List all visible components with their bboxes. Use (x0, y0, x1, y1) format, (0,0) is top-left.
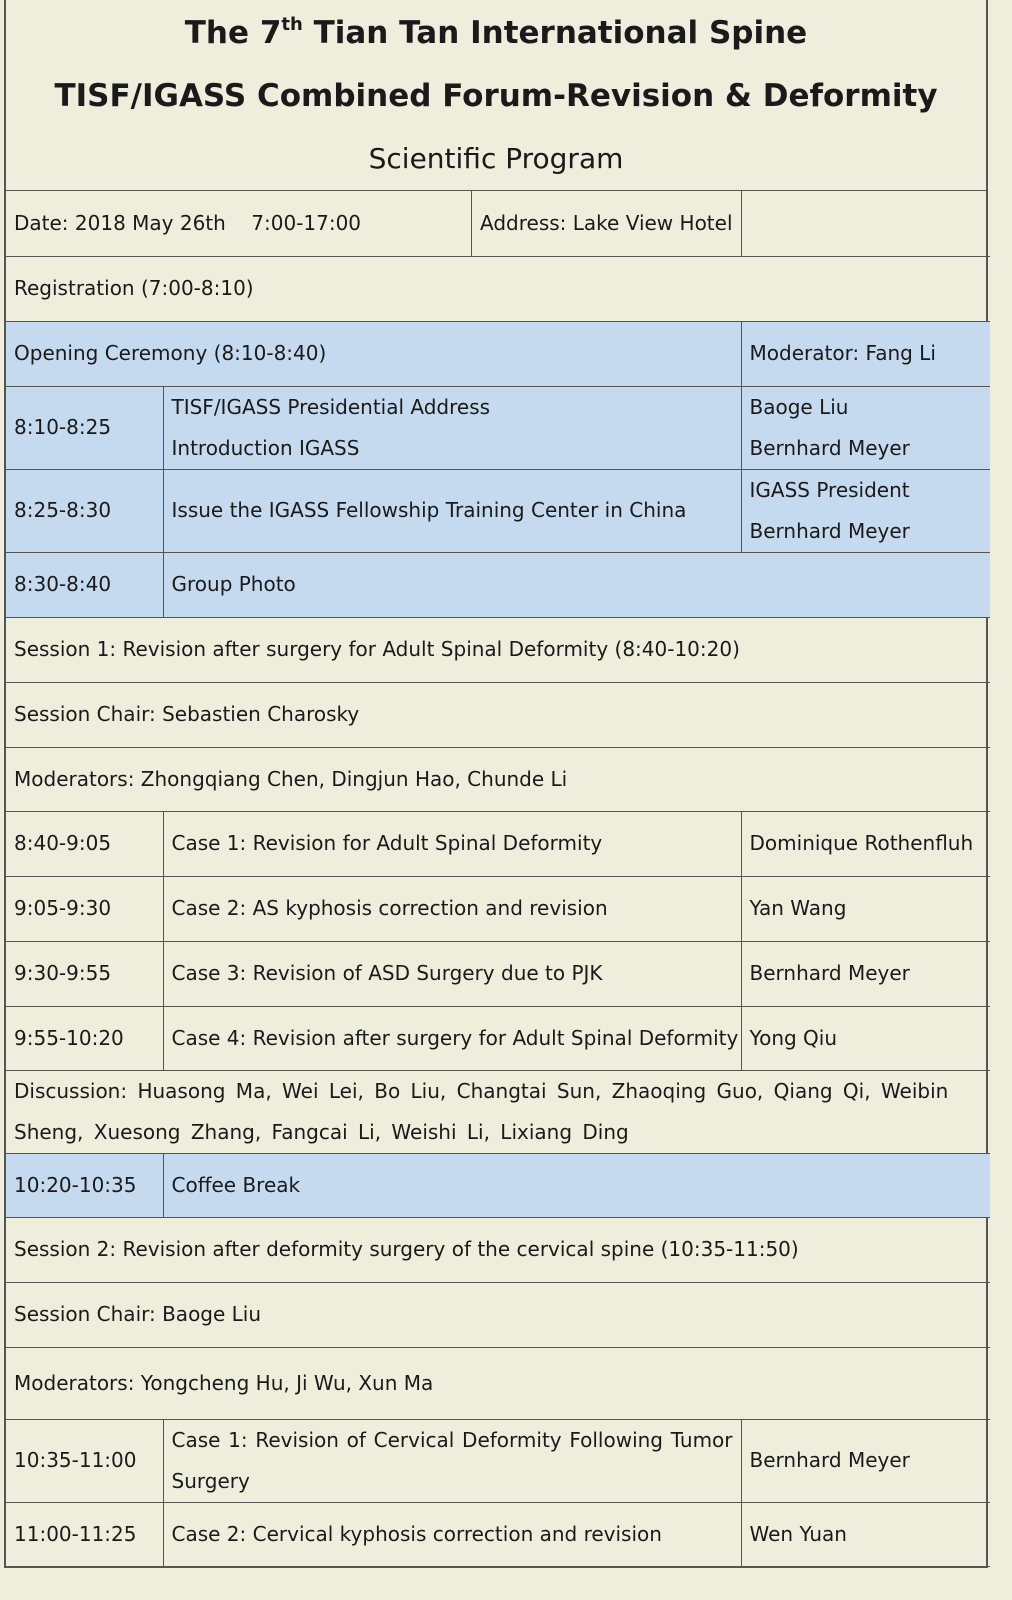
program-sheet (4, 0, 988, 1568)
schedule-row (6, 1419, 990, 1502)
opening-header-row (6, 321, 990, 386)
discussion-panel: Discussion: Huasong Ma, Wei Lei, Bo Liu, Changtai Sun, Zhaoqing Guo, Qiang Qi, Weibin Sheng, Xuesong Zhang, Fangcai Li, Weishi Li, Lixiang Ding (6, 1070, 990, 1153)
forum-title (6, 0, 986, 64)
event-date: Date: 2018 May 26th 7:00-17:00 (14, 210, 362, 235)
session-topic: Issue the IGASS Fellowship Training Center in China (163, 469, 741, 552)
schedule-table (6, 191, 990, 1567)
session-speaker: Dominique Rothenfluh (741, 811, 990, 876)
session-speaker: Bernhard Meyer (741, 941, 990, 1006)
schedule-row (6, 876, 990, 941)
session-topic: Group Photo (163, 552, 990, 617)
forum-subtitle: TISF/IGASS Combined Forum-Revision & Deformity (54, 78, 938, 114)
title-suffix: Tian Tan International Spine (302, 15, 808, 51)
session-topic: Case 4: Revision after surgery for Adult Spinal Deformity (163, 1006, 741, 1070)
session-moderators: Moderators: Zhongqiang Chen, Dingjun Hao, Chunde Li (6, 747, 990, 811)
session-speaker: Yan Wang (741, 876, 990, 941)
topic-line: TISF/IGASS Presidential Address (171, 394, 491, 419)
schedule-row (6, 469, 990, 552)
session-speaker: Wen Yuan (741, 1502, 990, 1566)
program-header (6, 0, 986, 191)
session-time: 9:30-9:55 (6, 941, 163, 1006)
session-title-row (6, 617, 990, 682)
session-moderators-row (6, 1347, 990, 1419)
opening-title: Opening Ceremony (8:10-8:40) (6, 321, 741, 386)
session-chair-row (6, 1282, 990, 1347)
discussion-row (6, 1070, 990, 1153)
speaker-line: Bernhard Meyer (749, 435, 910, 460)
session-chair: Session Chair: Sebastien Charosky (6, 682, 990, 747)
session-chair-row (6, 682, 990, 747)
schedule-row (6, 386, 990, 469)
opening-moderator: Moderator: Fang Li (741, 321, 990, 386)
session-time: 11:00-11:25 (6, 1502, 163, 1566)
title-superscript: th (281, 14, 303, 35)
coffee-break-row (6, 1153, 990, 1217)
registration-cell: Registration (7:00-8:10) (6, 256, 990, 321)
session-time: 9:05-9:30 (6, 876, 163, 941)
session-time: 8:40-9:05 (6, 811, 163, 876)
session-time: 8:10-8:25 (6, 386, 163, 469)
session-time: 9:55-10:20 (6, 1006, 163, 1070)
schedule-row (6, 1006, 990, 1070)
event-address: Address: Lake View Hotel (471, 191, 740, 256)
schedule-row (6, 552, 990, 617)
session-time: 8:30-8:40 (6, 552, 163, 617)
session-topic: Coffee Break (163, 1153, 990, 1217)
session-speaker (741, 386, 990, 469)
session-topic (163, 386, 741, 469)
session-topic: Case 2: AS kyphosis correction and revision (163, 876, 741, 941)
title-prefix: The 7 (184, 15, 282, 51)
info-row (6, 191, 990, 256)
session-chair: Session Chair: Baoge Liu (6, 1282, 990, 1347)
session-time: 8:25-8:30 (6, 469, 163, 552)
session-topic: Case 3: Revision of ASD Surgery due to PJK (163, 941, 741, 1006)
session-title: Session 2: Revision after deformity surgery of the cervical spine (10:35-11:50) (6, 1217, 990, 1282)
session-topic: Case 1: Revision of Cervical Deformity Following Tumor Surgery (163, 1419, 741, 1502)
date-cell (6, 191, 741, 256)
session-speaker: Bernhard Meyer (741, 1419, 990, 1502)
topic-line: Introduction IGASS (171, 435, 360, 460)
speaker-line: Baoge Liu (749, 394, 849, 419)
session-title: Session 1: Revision after surgery for Adult Spinal Deformity (8:40-10:20) (6, 617, 990, 682)
session-speaker (741, 469, 990, 552)
registration-row (6, 256, 990, 321)
session-time: 10:35-11:00 (6, 1419, 163, 1502)
session-topic: Case 1: Revision for Adult Spinal Deformity (163, 811, 741, 876)
program-label: Scientific Program (368, 142, 624, 175)
schedule-row (6, 1502, 990, 1566)
session-moderators: Moderators: Yongcheng Hu, Ji Wu, Xun Ma (6, 1347, 990, 1419)
session-moderators-row (6, 747, 990, 811)
session-title-row (6, 1217, 990, 1282)
address-spacer (741, 191, 990, 256)
session-time: 10:20-10:35 (6, 1153, 163, 1217)
schedule-row (6, 941, 990, 1006)
session-speaker: Yong Qiu (741, 1006, 990, 1070)
speaker-line: IGASS President (749, 477, 910, 502)
session-topic: Case 2: Cervical kyphosis correction and revision (163, 1502, 741, 1566)
speaker-line: Bernhard Meyer (749, 518, 910, 543)
schedule-row (6, 811, 990, 876)
